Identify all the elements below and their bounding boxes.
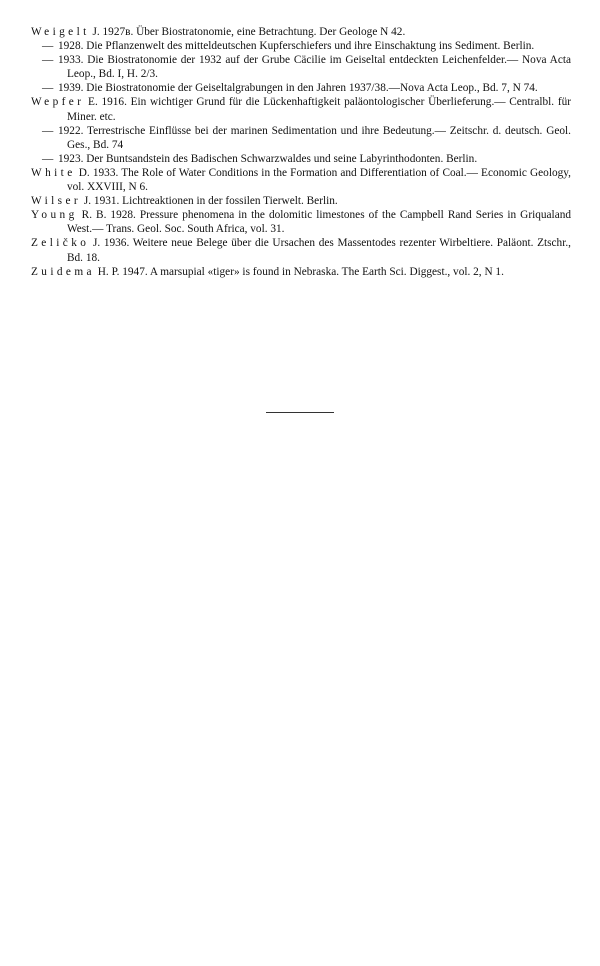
reference-text: H. P. 1947. A marsupial «tiger» is found in Nebraska. The Earth Sci. Diggest., vol. 2, N 1. — [94, 265, 504, 278]
reference-entry — [31, 166, 571, 194]
reference-author: Zuidema — [31, 265, 95, 278]
reference-text: J. 1931. Lichtreaktionen in der fossilen Tierwelt. Berlin. — [81, 195, 338, 208]
reference-author: Zeličko — [31, 237, 90, 250]
reference-text: 1923. Der Buntsandstein des Badischen Schwarzwaldes und seine Labyrinthodonten. Berlin. — [58, 152, 478, 165]
reference-entry — [31, 53, 571, 81]
reference-entry — [31, 194, 571, 208]
reference-text: R. B. 1928. Pressure phenomena in the dolomitic limestones of the Campbell Rand Series in Griqualand West.— Trans. Geol. Soc. South Africa, vol. 31. — [67, 209, 571, 236]
reference-entry — [31, 208, 571, 236]
ditto-dash: — — [42, 40, 54, 53]
reference-entry — [31, 265, 571, 279]
reference-entry — [31, 39, 571, 53]
ditto-dash: — — [42, 82, 54, 95]
reference-text: 1928. Die Pflanzenwelt des mitteldeutschen Kupferschiefers und ihre Einschaktung ins Sediment. Berlin. — [58, 40, 535, 53]
reference-text: E. 1916. Ein wichtiger Grund für die Lückenhaftigkeit paläontologischer Überlieferung.— Centralbl. für Miner. etc. — [67, 96, 571, 123]
reference-text: 1922. Terrestrische Einflüsse bei der marinen Sedimentation und ihre Bedeutung.— Zeitschr. d. deutsch. Geol. Ges., Bd. 74 — [58, 124, 571, 151]
bibliography-list — [31, 25, 571, 279]
reference-entry — [31, 25, 571, 39]
reference-text: J. 1927в. Über Biostratonomie, eine Betrachtung. Der Geologe N 42. — [89, 26, 406, 38]
reference-entry — [31, 236, 571, 264]
reference-entry — [31, 152, 571, 166]
reference-text: D. 1933. The Role of Water Conditions in the Formation and Differentiation of Coal.— Economic Geology, vol. XXVIII, N 6. — [67, 166, 571, 194]
reference-author: Young — [31, 209, 78, 222]
reference-author: White — [31, 166, 76, 179]
reference-entry — [31, 81, 571, 95]
reference-text: 1933. Die Biostratonomie der 1932 auf der Grube Cäcilie im Geiseltal entdeckten Leichenfelder.— Nova Acta Leop., Bd. I, H. 2/3. — [58, 54, 571, 81]
section-end-rule — [266, 412, 334, 413]
reference-text: 1939. Die Biostratonomie der Geiseltalgrabungen in den Jahren 1937/38.—Nova Acta Leop., Bd. 7, N 74. — [58, 82, 538, 95]
reference-entry — [31, 95, 571, 123]
ditto-dash: — — [42, 54, 54, 67]
reference-author: Wilser — [31, 195, 82, 208]
reference-text: J. 1936. Weitere neue Belege über die Ursachen des Massentodes rezenter Wirbeltiere. Paläont. Ztschr., Bd. 18. — [67, 237, 571, 264]
ditto-dash: — — [42, 152, 54, 165]
reference-author: Weigelt — [31, 26, 90, 38]
ditto-dash: — — [42, 124, 54, 137]
reference-entry — [31, 124, 571, 152]
reference-author: Wepfer — [31, 96, 85, 109]
